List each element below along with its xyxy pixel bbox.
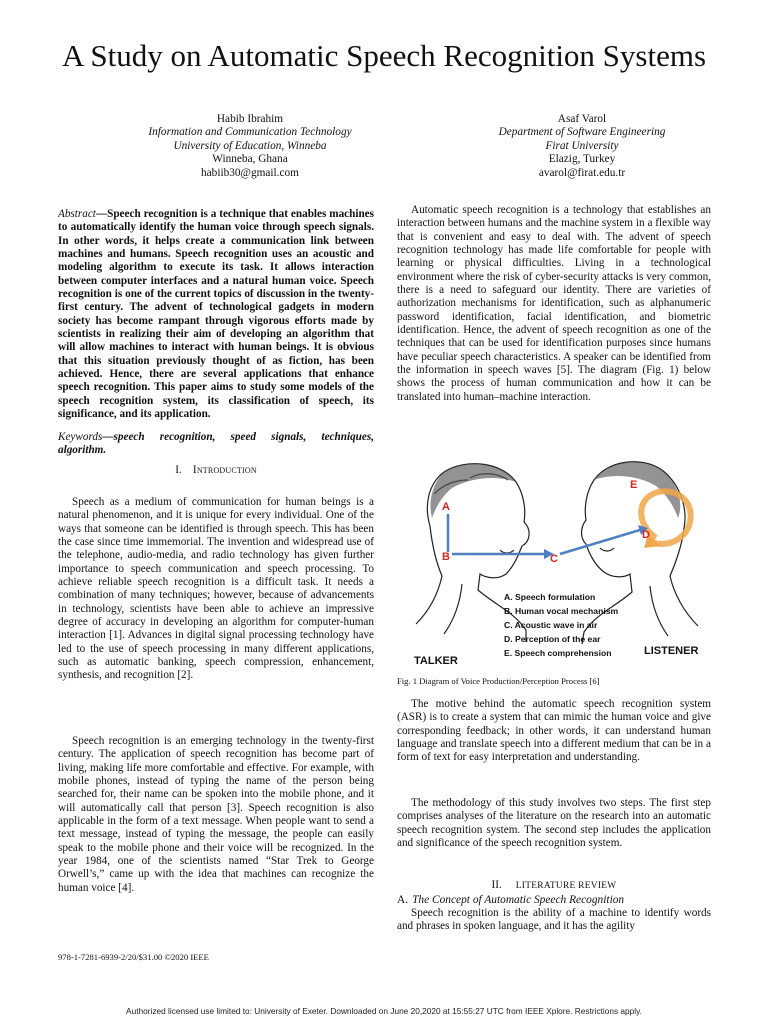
listener-label: LISTENER — [644, 645, 699, 657]
author-name: Asaf Varol — [557, 113, 607, 125]
right-paragraph-1: Automatic speech recognition is a technology that establishes an interaction between humans and the machine system in a flexible way that is convenient and easy to deal with. The advent of speech recognition technology has made life comfortable for people with learning or physical difficulties. Living in a technological environment where the risk of cyber-security attacks is very common, there is a need to safeguard our identity. There are varieties of authorization mechanisms for identification, such as alphanumeric password identification, facial identification, and biometric identification. Hence, the advent of speech recognition as one of the techniques that can be used for identification purposes since humans have peculiar speech characteristics. A speaker can be identified from the information in speech waves [5]. The diagram (Fig. 1) below shows the process of human communication and how it can be translated into human–machine interaction. — [397, 204, 711, 403]
right-paragraph-3: The methodology of this study involves two steps. The first step comprises analyses of the literature on the research into an automatic speech recognition system. The second step includes the application and significance of the speech recognition system. — [397, 797, 711, 850]
talker-label: TALKER — [414, 655, 458, 667]
section-heading-introduction — [58, 464, 374, 477]
author-organization: Firat University — [545, 139, 619, 152]
point-label-c: C — [550, 553, 558, 565]
isbn-line: 978-1-7281-6939-2/20/$31.00 ©2020 IEEE — [58, 952, 209, 962]
intro-paragraph-1: Speech as a medium of communication for human beings is a natural phenomenon, and it is unique for every individual. One of the ways that someone can be identified is through speech. This has been the case since time immemorial. The invention and widespread use of the telephone, audio-media, and radio technology has given further importance to speech communication and speech processing. To achieve reliable speech recognition is a difficult task. It needs a combination of many techniques; however, because of advancements in technology, scientists have been able to achieve an impressive degree of accuracy in developing an algorithm for computer-human interaction [1]. Advances in digital signal processing technology have led to the use of speech processing in many different applications, such as automatic banking, speech compression, enhancement, synthesis, and recognition [2]. — [58, 496, 374, 682]
point-label-d: D — [642, 529, 650, 541]
author-email[interactable]: habiib30@gmail.com — [201, 166, 299, 179]
author-block-2 — [432, 113, 732, 180]
legend-item: E. Speech comprehension — [504, 648, 612, 658]
legend-item: D. Perception of the ear — [504, 634, 601, 644]
keywords: Keywords—speech recognition, speed signals, techniques, algorithm. — [58, 431, 374, 457]
abstract-text: Speech recognition is a technique that enables machines to automatically identify the human voice through speech signals. In other words, it helps create a communication link between machines and humans. Speech recognition uses an acoustic and modeling algorithm to execute its task. It allows interaction between computer interfaces and a natural human voice. Speech recognition is one of the current topics of discussion in the twenty-first century. The advent of technological gadgets in modern society has become rampant through vigorous efforts made by scientists in realizing their aim of developing an algorithm that will allow machines to interact with human beings. It is obvious that this situation previously thought of as fiction, has been achieved. Hence, there are several applications that enhance speech recognition. This paper aims to study some models of the speech recognition system, its classification of speech, its significance, and its application. — [58, 208, 374, 421]
arrow-c-to-d — [560, 530, 640, 554]
paper-title: A Study on Automatic Speech Recognition Systems — [61, 38, 707, 73]
author-city: Elazig, Turkey — [548, 153, 616, 166]
intro-paragraph-2: Speech recognition is an emerging technology in the twenty-first century. The application of speech recognition has become part of living, making life more comfortable and effective. For example, with mobile phones, instead of typing the name of the person being searched for, their name can be spoken into the mobile phone, and it will automatically call that person [3]. Speech recognition is also applicable in the form of a text message. When people want to send a text message, instead of typing the message, the people can easily speak to the mobile phone and their voice will be recognized. In the year 1984, one of the scientists named “Star Trek to George Orwell’s,” came up with the idea that machines can recognize the human voice [4]. — [58, 735, 374, 894]
author-department: Department of Software Engineering — [498, 126, 666, 139]
abstract-lead: Abstract — [58, 208, 96, 220]
license-footer: Authorized licensed use limited to: University of Exeter. Downloaded on June 20,2020 at 15:55:27 UTC from IEEE Xplore. Restrictions apply. — [126, 1006, 642, 1016]
keywords-text: speech recognition, speed signals, techniques, algorithm. — [58, 431, 374, 457]
listener-head-drawing — [582, 462, 699, 644]
legend-item: A. Speech formulation — [504, 592, 596, 602]
voice-process-figure — [404, 454, 708, 670]
author-organization: University of Education, Winneba — [173, 139, 327, 152]
author-block-1 — [100, 113, 400, 180]
point-label-a: A — [442, 501, 450, 513]
keywords-lead: Keywords — [58, 431, 103, 443]
figure-caption: Fig. 1 Diagram of Voice Production/Perception Process [6] — [397, 676, 600, 686]
point-label-b: B — [442, 551, 450, 563]
author-department: Information and Communication Technology — [148, 126, 352, 139]
subsection-title: The Concept of Automatic Speech Recognition — [412, 894, 625, 906]
section-title: Introduction — [192, 464, 257, 476]
legend-item: C. Acoustic wave in air — [504, 620, 598, 630]
subsection-letter: A. — [397, 894, 409, 906]
signal-arrows — [448, 514, 640, 554]
author-city: Winneba, Ghana — [212, 153, 288, 166]
abstract: Abstract—Speech recognition is a technique that enables machines to automatically identify the human voice through speech signals. In other words, it helps create a communication link between machines and humans. Speech recognition uses an acoustic and modeling algorithm to execute its task. It allows interaction between computer interfaces and a natural human voice. Speech recognition is one of the current topics of discussion in the twenty-first century. The advent of technological gadgets in modern society has become rampant through vigorous efforts made by scientists in realizing their aim of developing an algorithm that will allow machines to interact with human beings. It is obvious that this situation previously thought of as fiction, has been achieved. Hence, there are several applications that enhance speech recognition. This paper aims to study some models of the speech recognition system, its classification of speech, its significance, and its application. — [58, 208, 374, 421]
author-email[interactable]: avarol@firat.edu.tr — [538, 166, 626, 179]
legend-item: B. Human vocal mechanism — [504, 606, 619, 616]
section-number: I. — [175, 464, 182, 476]
right-paragraph-4: Speech recognition is the ability of a machine to identify words and phrases in spoken language, and it has the agility — [397, 907, 711, 933]
section-title: LITERATURE REVIEW — [515, 881, 617, 891]
section-number: II. — [491, 879, 502, 891]
subsection-heading — [397, 893, 624, 907]
author-name: Habib Ibrahim — [216, 113, 284, 125]
section-heading-literature-review — [397, 879, 711, 893]
right-paragraph-2: The motive behind the automatic speech recognition system (ASR) is to create a system that can mimic the human voice and give corresponding feedback; in other words, it can understand human language and translate speech into a different medium that can be in a form of text for easy interpretation and understanding. — [397, 698, 711, 764]
point-label-e: E — [630, 479, 638, 491]
